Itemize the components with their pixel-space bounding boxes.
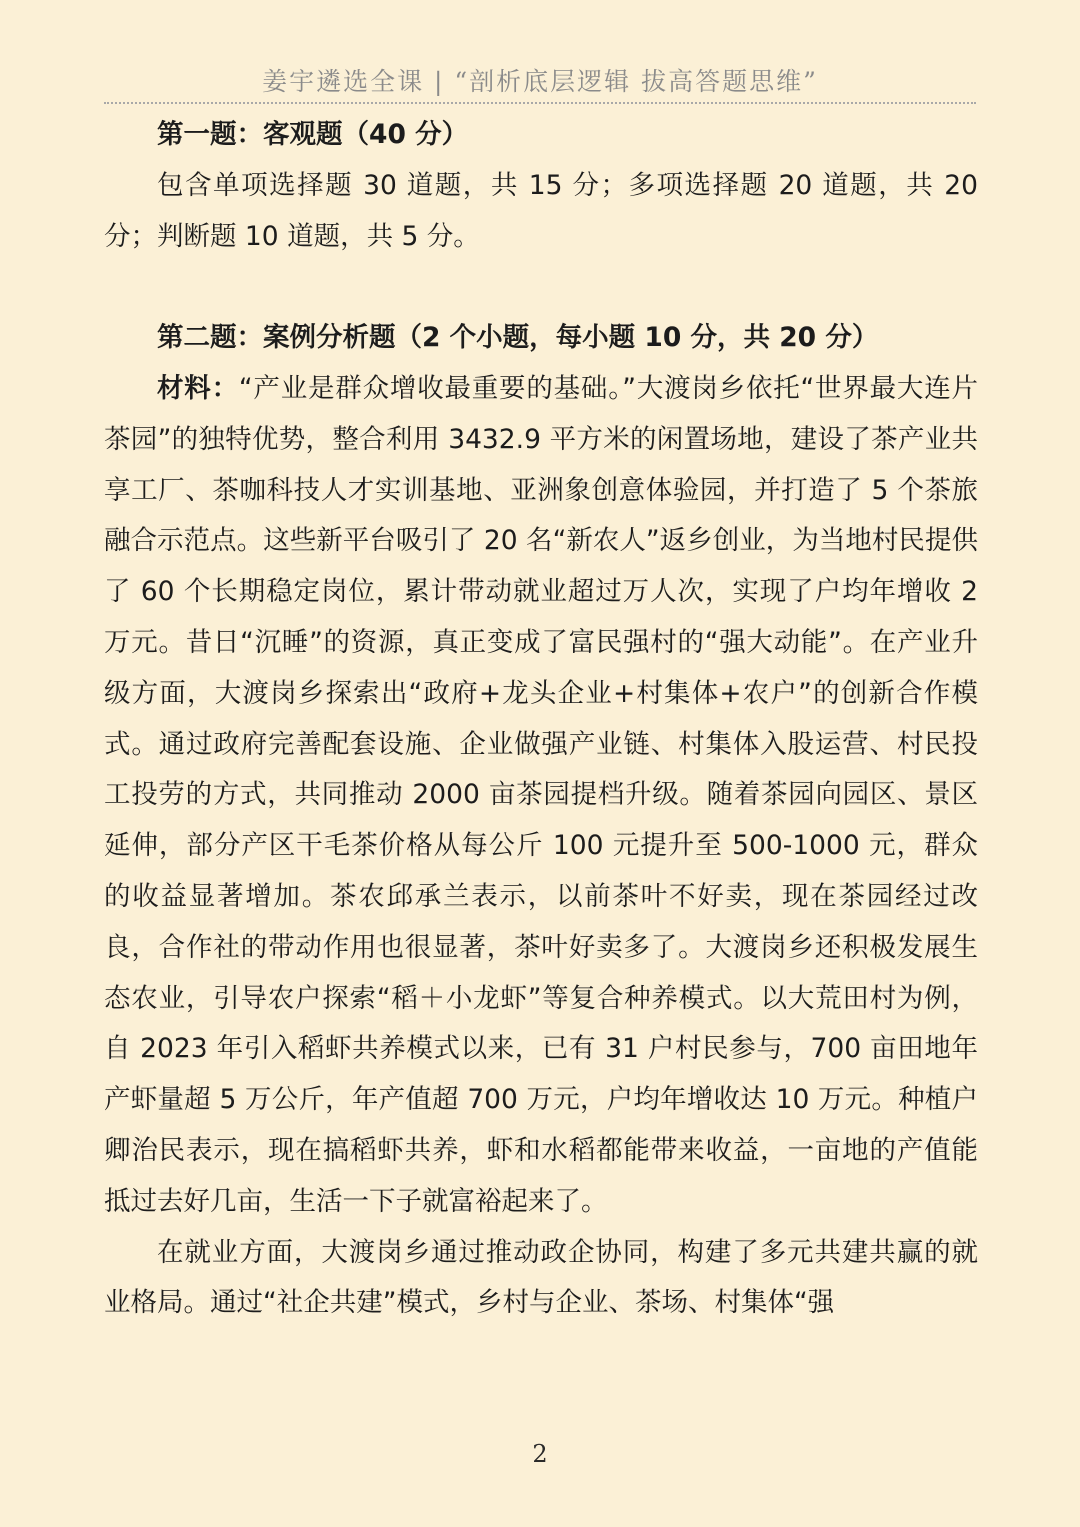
section-2-heading: 第二题：案例分析题（2 个小题，每小题 10 分，共 20 分）	[157, 322, 879, 354]
page-header: 姜宇遴选全课 | “剖析底层逻辑 拔高答题思维”	[262, 67, 818, 96]
section-1-heading: 第一题：客观题（40 分）	[157, 119, 469, 150]
section-1-body: 包含单项选择题 30 道题，共 15 分；多项选择题 20 道题，共 20 分；判断题 10 道题，共 5 分。	[104, 169, 978, 252]
page-number: 2	[532, 1440, 548, 1468]
material-paragraph-1	[104, 364, 978, 1228]
material-paragraph-2: 在就业方面，大渡岗乡通过推动政企协同，构建了多元共建共赢的就业格局。通过“社企共建”模式，乡村与企业、茶场、村集体“强	[104, 1236, 978, 1319]
page-content	[104, 110, 978, 1329]
section-gap	[104, 262, 978, 313]
header-divider	[104, 102, 976, 104]
material-label: 材料：	[157, 372, 239, 404]
material-paragraph-1-text: “产业是群众增收最重要的基础。”大渡岗乡依托“世界最大连片茶园”的独特优势，整合利用 3432.9 平方米的闲置场地，建设了茶产业共享工厂、茶咖科技人才实训基地、亚洲象创意体验园，并打造了 5 个茶旅融合示范点。这些新平台吸引了 20 名“新农人”返乡创业，为当地村民提供了 60 个长期稳定岗位，累计带动就业超过万人次，实现了户均年增收 2 万元。昔日“沉睡”的资源，真正变成了富民强村的“强大动能”。在产业升级方面，大渡岗乡探索出“政府+龙头企业+村集体+农户”的创新合作模式。通过政府完善配套设施、企业做强产业链、村集体入股运营、村民投工投劳的方式，共同推动 2000 亩茶园提档升级。随着茶园向园区、景区延伸，部分产区干毛茶价格从每公斤 100 元提升至 500-1000 元，群众的收益显著增加。茶农邱承兰表示，以前茶叶不好卖，现在茶园经过改良，合作社的带动作用也很显著，茶叶好卖多了。大渡岗乡还积极发展生态农业，引导农户探索“稻＋小龙虾”等复合种养模式。以大荒田村为例，自 2023 年引入稻虾共养模式以来，已有 31 户村民参与，700 亩田地年产虾量超 5 万公斤，年产值超 700 万元，户均年增收达 10 万元。种植户卿治民表示，现在搞稻虾共养，虾和水稻都能带来收益，一亩地的产值能抵过去好几亩，生活一下子就富裕起来了。	[104, 372, 979, 1217]
